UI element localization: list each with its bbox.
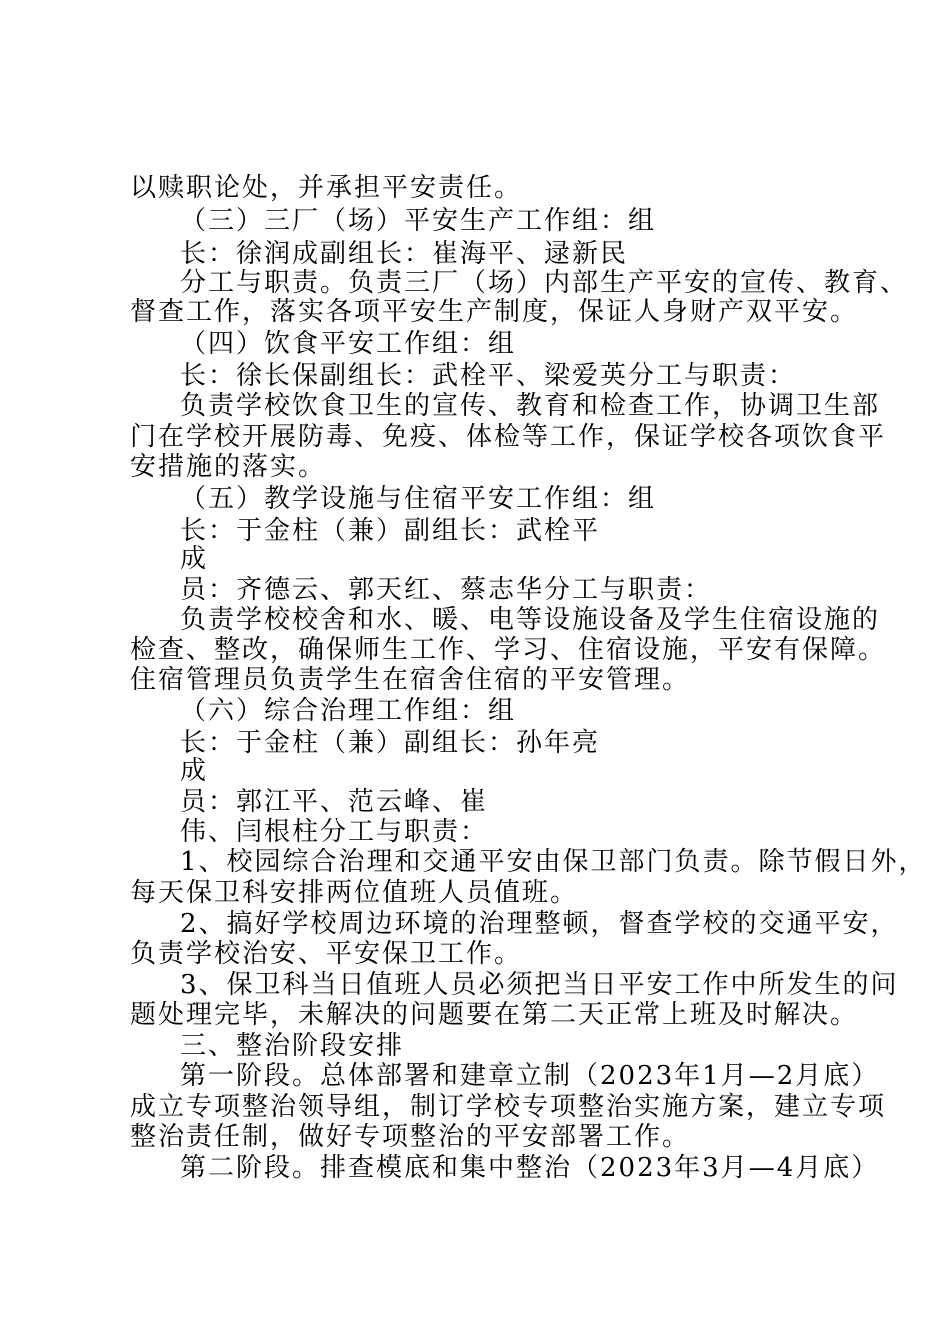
text-line: 长：于金柱（兼）副组长：孙年亮 (180, 728, 601, 758)
text-line: 第一阶段。总体部署和建章立制（2023年1月—2月底） (180, 1061, 880, 1091)
text-line: 长：徐润成副组长：崔海平、逯新民 (180, 239, 629, 269)
section-heading: （六）综合治理工作组：组 (180, 696, 517, 726)
text-line: 题处理完毕，未解决的问题要在第二天正常上班及时解决。 (130, 1000, 859, 1030)
text-line: 检查、整改，确保师生工作、学习、住宿设施，平安有保障。 (130, 635, 887, 665)
text-line: 每天保卫科安排两位值班人员值班。 (130, 878, 579, 908)
section-heading: （三）三厂（场）平安生产工作组：组 (180, 206, 657, 236)
text-line: 1、校园综合治理和交通平安由保卫部门负责。除节假日外， (180, 847, 927, 877)
text-line: 整治责任制，做好专项整治的平安部署工作。 (130, 1122, 691, 1152)
text-line: 2、搞好学校周边环境的治理整顿，督查学校的交通平安， (180, 909, 899, 939)
text-line: 门在学校开展防毒、免疫、体检等工作，保证学校各项饮食平 (130, 422, 887, 452)
text-line: 住宿管理员负责学生在宿舍住宿的平安管理。 (130, 665, 691, 695)
text-line: 长：徐长保副组长：武栓平、梁爱英分工与职责： (180, 361, 797, 391)
text-line: 负责学校饮食卫生的宣传、教育和检查工作，协调卫生部 (180, 391, 881, 421)
text-line: 员：齐德云、郭天红、蔡志华分工与职责： (180, 575, 713, 605)
section-heading: （五）教学设施与住宿平安工作组：组 (180, 484, 657, 514)
text-line: 负责学校校舍和水、暖、电等设施设备及学生住宿设施的 (180, 605, 881, 635)
text-line: 3、保卫科当日值班人员必须把当日平安工作中所发生的问 (180, 970, 899, 1000)
text-line: 成立专项整治领导组，制订学校专项整治实施方案，建立专项 (130, 1092, 887, 1122)
text-line: 第二阶段。排查模底和集中整治（2023年3月—4月底） (180, 1153, 880, 1183)
text-line: 成 (180, 544, 209, 574)
section-heading: 三、整治阶段安排 (180, 1031, 405, 1061)
text-line: 成 (180, 756, 209, 786)
text-line: 伟、闫根柱分工与职责： (180, 817, 489, 847)
text-line: 负责学校治安、平安保卫工作。 (130, 939, 523, 969)
text-line: 长：于金柱（兼）副组长：武栓平 (180, 516, 601, 546)
text-line: 督查工作，落实各项平安生产制度，保证人身财产双平安。 (130, 297, 859, 327)
text-line: 以赎职论处，并承担平安责任。 (130, 173, 523, 203)
text-line: 安措施的落实。 (130, 452, 327, 482)
text-line: 分工与职责。负责三厂（场）内部生产平安的宣传、教育、 (180, 268, 909, 298)
text-line: 员：郭江平、范云峰、崔 (180, 787, 489, 817)
section-heading: （四）饮食平安工作组：组 (180, 329, 517, 359)
